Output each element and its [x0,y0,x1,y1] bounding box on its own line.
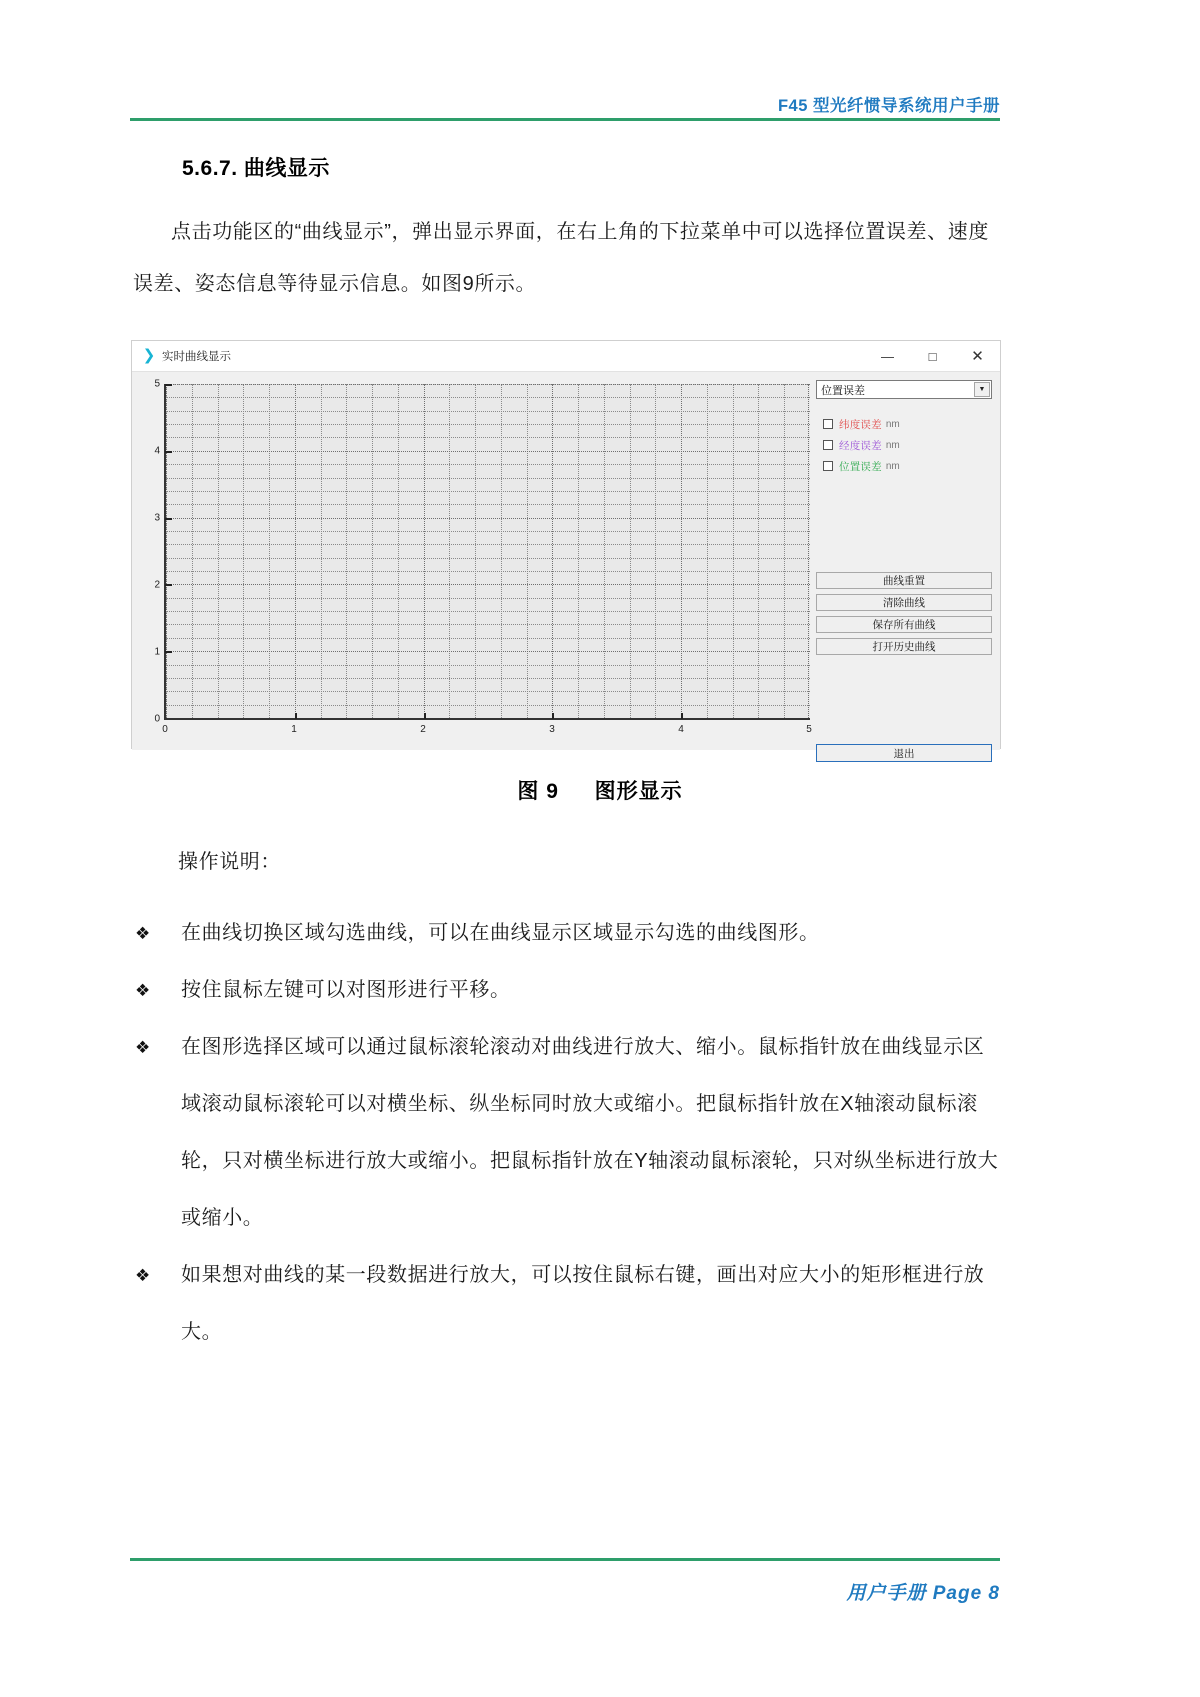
y-tick: 5 [154,378,160,390]
list-item [133,905,1001,962]
page-footer [130,1578,1000,1605]
x-tick: 0 [162,724,168,735]
y-tick: 4 [154,445,160,457]
checkbox-row-latitude-error[interactable] [816,416,992,432]
curve-type-dropdown[interactable] [816,380,992,399]
window-controls [865,341,1000,371]
list-item-text: 如果想对曲线的某一段数据进行放大，可以按住鼠标右键，画出对应大小的矩形框进行放大。 [181,1264,985,1343]
checkbox-label: 位置误差 [839,460,882,473]
list-item [133,962,1001,1019]
clear-curve-button[interactable]: 清除曲线 [816,594,992,611]
horizontal-gridlines [166,384,810,718]
app-titlebar [132,341,1000,372]
bullet-icon: ❖ [135,924,151,943]
reset-curve-button[interactable]: 曲线重置 [816,572,992,589]
operations-title: 操作说明： [178,851,281,873]
dropdown-selected-value: 位置误差 [821,384,865,397]
checkbox-unit: nm [885,460,900,472]
action-button-group [816,572,992,660]
checkbox-row-position-error[interactable] [816,458,992,474]
footer-divider [130,1558,1000,1561]
chart-area[interactable] [140,380,812,742]
x-tick: 4 [678,724,684,735]
y-tick: 1 [154,646,160,658]
list-item [133,1019,1001,1247]
list-item-text: 在图形选择区域可以通过鼠标滚轮滚动对曲线进行放大、缩小。鼠标指针放在曲线显示区域滚动鼠标滚轮可以对横坐标、纵坐标同时放大或缩小。把鼠标指针放在X轴滚动鼠标滚轮，只对横坐标进行放大或缩小。把鼠标指针放在Y轴滚动鼠标滚轮，只对纵坐标进行放大或缩小。 [181,1036,999,1229]
operations-list [133,905,1001,1361]
chevron-right-icon: ❯ [142,347,156,364]
section-heading: 5.6.7. 曲线显示 [182,157,330,180]
list-item-text: 在曲线切换区域勾选曲线，可以在曲线显示区域显示勾选的曲线图形。 [181,922,820,944]
app-title: 实时曲线显示 [162,351,231,363]
checkbox-icon[interactable] [823,440,833,450]
y-tick: 0 [154,713,160,725]
page-header [130,92,1000,116]
bullet-icon: ❖ [135,981,151,1000]
bullet-icon: ❖ [135,1266,151,1285]
checkbox-unit: nm [885,418,900,430]
checkbox-label: 纬度误差 [839,418,882,431]
checkbox-row-longitude-error[interactable] [816,437,992,453]
open-history-curve-button[interactable]: 打开历史曲线 [816,638,992,655]
maximize-icon[interactable]: □ [928,348,937,364]
x-axis[interactable] [164,724,812,742]
section-paragraph: 点击功能区的“曲线显示”，弹出显示界面，在右上角的下拉菜单中可以选择位置误差、速度误差、姿态信息等待显示信息。如图9所示。 [133,221,989,295]
y-tick: 3 [154,512,160,524]
x-tick: 5 [806,724,812,735]
y-tick: 2 [154,579,160,591]
checkbox-label: 经度误差 [839,439,882,452]
curve-checkbox-group [816,416,992,474]
list-item-text: 按住鼠标左键可以对图形进行平移。 [181,979,511,1001]
x-tick: 1 [291,724,297,735]
header-divider [130,118,1000,121]
app-window-screenshot [131,340,1001,760]
close-icon[interactable]: ✕ [971,348,984,365]
x-tick: 2 [420,724,426,735]
list-item [133,1247,1001,1361]
x-tick: 3 [549,724,555,735]
figure-caption [0,775,1200,805]
app-body [132,372,1000,760]
footer-text: 用户手册 Page 8 [846,1583,1000,1604]
y-axis[interactable] [140,378,164,725]
save-all-curves-button[interactable]: 保存所有曲线 [816,616,992,633]
checkbox-unit: nm [885,439,900,451]
minimize-icon[interactable]: — [881,348,894,364]
chart-plot-grid[interactable] [164,384,810,720]
checkbox-icon[interactable] [823,419,833,429]
vertical-gridlines [166,384,810,718]
figure-name: 图形显示 [594,780,683,803]
figure-label: 图 9 [517,780,559,803]
chevron-down-icon[interactable]: ▼ [974,382,990,397]
checkbox-icon[interactable] [823,461,833,471]
bullet-icon: ❖ [135,1038,151,1057]
control-panel [816,380,992,760]
header-title: F45 型光纤惯导系统用户手册 [777,97,1000,115]
exit-button[interactable]: 退出 [816,744,992,762]
